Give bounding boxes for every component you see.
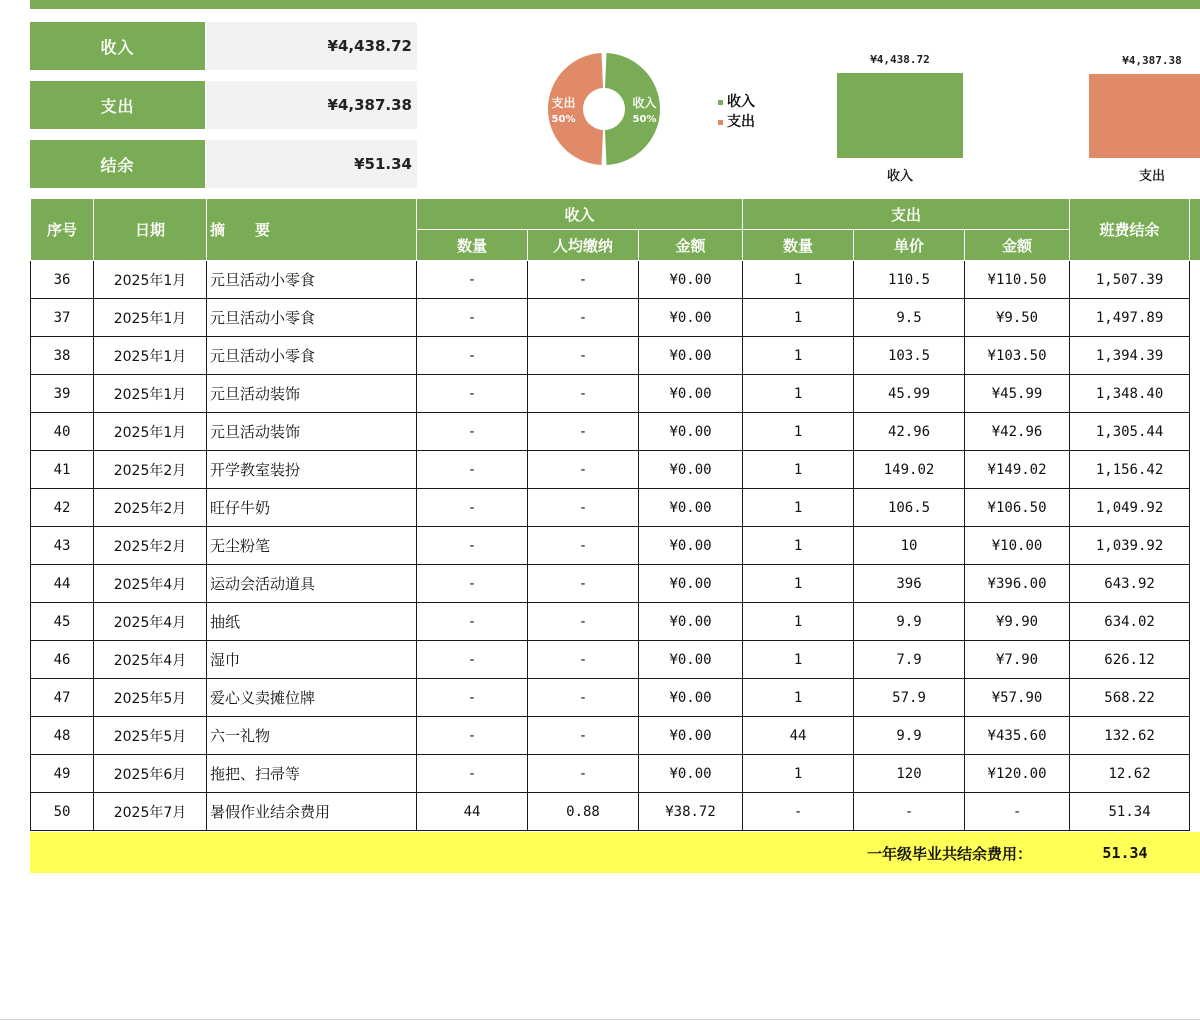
cell-income-amt[interactable]: ¥0.00: [639, 375, 743, 413]
bar-data-label-expense: ¥4,387.38: [1122, 53, 1182, 67]
cell-balance[interactable]: 1,348.40: [1070, 375, 1190, 413]
cell-edge: [1190, 451, 1200, 489]
cell-seq[interactable]: 37: [31, 299, 94, 337]
cell-desc[interactable]: 开学教室装扮: [207, 451, 417, 489]
donut-data-label-expense: 支出: [551, 96, 576, 110]
cell-expense-qty[interactable]: 1: [743, 603, 854, 641]
cell-seq[interactable]: 36: [31, 261, 94, 299]
cell-edge: [1190, 641, 1200, 679]
table-row: [31, 451, 1200, 489]
cell-expense-price[interactable]: 42.96: [854, 413, 965, 451]
cell-edge: [1190, 679, 1200, 717]
cell-desc[interactable]: 六一礼物: [207, 717, 417, 755]
cell-expense-price[interactable]: 103.5: [854, 337, 965, 375]
donut-data-label-income: 50%: [632, 114, 657, 125]
cell-income-qty[interactable]: -: [417, 603, 528, 641]
cell-income-per[interactable]: -: [528, 641, 639, 679]
header-expense-price: 单价: [854, 230, 965, 261]
table-row: [31, 337, 1200, 375]
cell-income-qty[interactable]: -: [417, 299, 528, 337]
cell-desc[interactable]: 运动会活动道具: [207, 565, 417, 603]
cell-expense-price[interactable]: -: [854, 793, 965, 831]
cell-desc[interactable]: 元旦活动装饰: [207, 375, 417, 413]
cell-expense-amt[interactable]: ¥110.50: [965, 261, 1070, 299]
cell-expense-price[interactable]: 396: [854, 565, 965, 603]
footer-total-value[interactable]: 51.34: [1102, 844, 1148, 862]
header-balance: 班费结余: [1070, 199, 1190, 261]
cell-date[interactable]: 2025年2月: [94, 527, 207, 565]
cell-edge: [1190, 603, 1200, 641]
table-row: [31, 375, 1200, 413]
header-seq: 序号: [31, 199, 94, 261]
legend-swatch-income: [718, 100, 723, 105]
cell-desc[interactable]: 元旦活动小零食: [207, 299, 417, 337]
cell-income-amt[interactable]: ¥0.00: [639, 527, 743, 565]
cell-desc[interactable]: 旺仔牛奶: [207, 489, 417, 527]
cell-edge: [1190, 755, 1200, 793]
cell-seq[interactable]: 41: [31, 451, 94, 489]
cell-expense-amt[interactable]: -: [965, 793, 1070, 831]
cell-expense-qty[interactable]: 1: [743, 641, 854, 679]
cell-date[interactable]: 2025年2月: [94, 489, 207, 527]
cell-seq[interactable]: 39: [31, 375, 94, 413]
table-row: [31, 565, 1200, 603]
bar-category-label-expense: 支出: [1138, 169, 1166, 184]
cell-seq[interactable]: 42: [31, 489, 94, 527]
cell-balance[interactable]: 643.92: [1070, 565, 1190, 603]
table-row: [31, 527, 1200, 565]
cell-seq[interactable]: 46: [31, 641, 94, 679]
cell-income-qty[interactable]: -: [417, 679, 528, 717]
cell-income-amt[interactable]: ¥0.00: [639, 337, 743, 375]
cell-date[interactable]: 2025年1月: [94, 299, 207, 337]
header-expense-amt: 金额: [965, 230, 1070, 261]
cell-expense-price[interactable]: 7.9: [854, 641, 965, 679]
cell-desc[interactable]: 拖把、扫帚等: [207, 755, 417, 793]
cell-desc[interactable]: 爱心义卖摊位牌: [207, 679, 417, 717]
summary-balance-label[interactable]: 结余: [30, 140, 205, 188]
header-date: 日期: [94, 199, 207, 261]
cell-income-qty[interactable]: -: [417, 375, 528, 413]
cell-income-qty[interactable]: -: [417, 717, 528, 755]
donut-data-label-expense: 50%: [551, 114, 576, 125]
cell-desc[interactable]: 湿巾: [207, 641, 417, 679]
cell-income-per[interactable]: -: [528, 755, 639, 793]
legend-item-income: [718, 92, 755, 112]
cell-income-qty[interactable]: -: [417, 565, 528, 603]
cell-balance[interactable]: 568.22: [1070, 679, 1190, 717]
cell-seq[interactable]: 49: [31, 755, 94, 793]
cell-desc[interactable]: 暑假作业结余费用: [207, 793, 417, 831]
cell-balance[interactable]: 1,305.44: [1070, 413, 1190, 451]
cell-date[interactable]: 2025年1月: [94, 375, 207, 413]
cell-edge: [1190, 375, 1200, 413]
cell-expense-qty[interactable]: 44: [743, 717, 854, 755]
cell-edge: [1190, 717, 1200, 755]
cell-income-per[interactable]: -: [528, 527, 639, 565]
cell-income-amt[interactable]: ¥38.72: [639, 793, 743, 831]
cell-income-per[interactable]: -: [528, 603, 639, 641]
cell-income-per[interactable]: -: [528, 261, 639, 299]
legend-label-expense: 支出: [727, 114, 755, 130]
cell-expense-qty[interactable]: 1: [743, 413, 854, 451]
cell-edge: [1190, 261, 1200, 299]
cell-income-per[interactable]: -: [528, 565, 639, 603]
cell-income-amt[interactable]: ¥0.00: [639, 565, 743, 603]
cell-expense-amt[interactable]: ¥103.50: [965, 337, 1070, 375]
donut-data-label-income: 收入: [632, 96, 657, 110]
cell-desc[interactable]: 无尘粉笔: [207, 527, 417, 565]
cell-income-qty[interactable]: -: [417, 489, 528, 527]
cell-balance[interactable]: 1,507.39: [1070, 261, 1190, 299]
legend-label-income: 收入: [727, 94, 755, 110]
cell-income-qty[interactable]: -: [417, 337, 528, 375]
cell-edge: [1190, 299, 1200, 337]
cell-expense-qty[interactable]: -: [743, 793, 854, 831]
bar-income[interactable]: [837, 73, 963, 158]
header-income-qty: 数量: [417, 230, 528, 261]
cell-date[interactable]: 2025年1月: [94, 413, 207, 451]
legend-item-expense: [718, 112, 755, 132]
cell-expense-amt[interactable]: ¥10.00: [965, 527, 1070, 565]
ledger-body: [31, 261, 1200, 831]
cell-expense-amt[interactable]: ¥106.50: [965, 489, 1070, 527]
cell-seq[interactable]: 50: [31, 793, 94, 831]
cell-expense-price[interactable]: 45.99: [854, 375, 965, 413]
cell-edge: [1190, 489, 1200, 527]
cell-expense-amt[interactable]: ¥57.90: [965, 679, 1070, 717]
cell-edge: [1190, 413, 1200, 451]
cell-balance[interactable]: 1,497.89: [1070, 299, 1190, 337]
cell-balance[interactable]: 1,039.92: [1070, 527, 1190, 565]
cell-income-amt[interactable]: ¥0.00: [639, 641, 743, 679]
cell-income-per[interactable]: -: [528, 337, 639, 375]
cell-edge: [1190, 793, 1200, 831]
cell-income-per[interactable]: 0.88: [528, 793, 639, 831]
cell-expense-price[interactable]: 57.9: [854, 679, 965, 717]
cell-expense-amt[interactable]: ¥435.60: [965, 717, 1070, 755]
cell-expense-price[interactable]: 120: [854, 755, 965, 793]
cell-income-amt[interactable]: ¥0.00: [639, 679, 743, 717]
table-row: [31, 603, 1200, 641]
summary-balance-value[interactable]: ¥51.34: [206, 140, 417, 188]
cell-income-per[interactable]: -: [528, 717, 639, 755]
cell-expense-amt[interactable]: ¥120.00: [965, 755, 1070, 793]
cell-seq[interactable]: 48: [31, 717, 94, 755]
cell-expense-qty[interactable]: 1: [743, 565, 854, 603]
summary-income-value[interactable]: ¥4,438.72: [206, 22, 417, 70]
cell-date[interactable]: 2025年7月: [94, 793, 207, 831]
cell-balance[interactable]: 1,394.39: [1070, 337, 1190, 375]
cell-income-per[interactable]: -: [528, 413, 639, 451]
cell-date[interactable]: 2025年1月: [94, 261, 207, 299]
table-row: [31, 261, 1200, 299]
top-header-band: [30, 0, 1200, 9]
cell-date[interactable]: 2025年5月: [94, 679, 207, 717]
income-expense-donut-chart[interactable]: [545, 52, 663, 166]
cell-income-amt[interactable]: ¥0.00: [639, 261, 743, 299]
summary-expense-label[interactable]: 支出: [30, 81, 205, 129]
cell-expense-amt[interactable]: ¥42.96: [965, 413, 1070, 451]
cell-expense-qty[interactable]: 1: [743, 299, 854, 337]
cell-date[interactable]: 2025年6月: [94, 755, 207, 793]
cell-income-qty[interactable]: -: [417, 413, 528, 451]
cell-expense-qty[interactable]: 1: [743, 451, 854, 489]
cell-expense-price[interactable]: 9.9: [854, 717, 965, 755]
header-income-amt: 金额: [639, 230, 743, 261]
summary-income-label[interactable]: 收入: [30, 22, 205, 70]
cell-income-per[interactable]: -: [528, 679, 639, 717]
cell-expense-amt[interactable]: ¥7.90: [965, 641, 1070, 679]
cell-edge: [1190, 337, 1200, 375]
cell-expense-price[interactable]: 110.5: [854, 261, 965, 299]
income-expense-bar-chart[interactable]: [830, 48, 1200, 188]
summary-expense-value[interactable]: ¥4,387.38: [206, 81, 417, 129]
cell-seq[interactable]: 45: [31, 603, 94, 641]
bar-expense[interactable]: [1089, 74, 1200, 158]
header-edge: [1190, 199, 1200, 261]
cell-edge: [1190, 565, 1200, 603]
cell-expense-qty[interactable]: 1: [743, 337, 854, 375]
cell-income-amt[interactable]: ¥0.00: [639, 603, 743, 641]
table-row: [31, 793, 1200, 831]
cell-expense-price[interactable]: 106.5: [854, 489, 965, 527]
sheet-bottom-border: [0, 1019, 1200, 1020]
table-row: [31, 679, 1200, 717]
cell-expense-amt[interactable]: ¥396.00: [965, 565, 1070, 603]
cell-income-qty[interactable]: -: [417, 527, 528, 565]
cell-income-amt[interactable]: ¥0.00: [639, 299, 743, 337]
cell-desc[interactable]: 元旦活动小零食: [207, 337, 417, 375]
cell-income-qty[interactable]: -: [417, 451, 528, 489]
header-income-group: 收入: [417, 199, 743, 230]
cell-income-per[interactable]: -: [528, 299, 639, 337]
header-income-per: 人均缴纳: [528, 230, 639, 261]
cell-expense-amt[interactable]: ¥9.50: [965, 299, 1070, 337]
summary-expense-row: [30, 81, 417, 129]
cell-income-amt[interactable]: ¥0.00: [639, 413, 743, 451]
bar-data-label-income: ¥4,438.72: [870, 53, 930, 66]
cell-seq[interactable]: 44: [31, 565, 94, 603]
table-row: [31, 755, 1200, 793]
legend-swatch-expense: [718, 120, 723, 125]
cell-expense-price[interactable]: 9.5: [854, 299, 965, 337]
table-row: [31, 299, 1200, 337]
cell-expense-price[interactable]: 149.02: [854, 451, 965, 489]
ledger-table: [30, 198, 1200, 831]
cell-balance[interactable]: 1,156.42: [1070, 451, 1190, 489]
cell-income-amt[interactable]: ¥0.00: [639, 717, 743, 755]
table-row: [31, 641, 1200, 679]
cell-date[interactable]: 2025年2月: [94, 451, 207, 489]
cell-income-qty[interactable]: 44: [417, 793, 528, 831]
cell-desc[interactable]: 抽纸: [207, 603, 417, 641]
cell-income-per[interactable]: -: [528, 375, 639, 413]
cell-balance[interactable]: 634.02: [1070, 603, 1190, 641]
cell-expense-amt[interactable]: ¥9.90: [965, 603, 1070, 641]
summary-balance-row: [30, 140, 417, 188]
cell-balance[interactable]: 626.12: [1070, 641, 1190, 679]
cell-desc[interactable]: 元旦活动小零食: [207, 261, 417, 299]
table-row: [31, 717, 1200, 755]
cell-income-qty[interactable]: -: [417, 755, 528, 793]
cell-expense-price[interactable]: 9.9: [854, 603, 965, 641]
cell-expense-qty[interactable]: 1: [743, 489, 854, 527]
table-row: [31, 413, 1200, 451]
cell-expense-qty[interactable]: 1: [743, 261, 854, 299]
cell-date[interactable]: 2025年5月: [94, 717, 207, 755]
cell-date[interactable]: 2025年4月: [94, 603, 207, 641]
cell-income-per[interactable]: -: [528, 489, 639, 527]
cell-date[interactable]: 2025年4月: [94, 641, 207, 679]
table-row: [31, 489, 1200, 527]
cell-date[interactable]: 2025年4月: [94, 565, 207, 603]
cell-seq[interactable]: 47: [31, 679, 94, 717]
cell-expense-amt[interactable]: ¥45.99: [965, 375, 1070, 413]
cell-balance[interactable]: 12.62: [1070, 755, 1190, 793]
cell-seq[interactable]: 38: [31, 337, 94, 375]
cell-seq[interactable]: 40: [31, 413, 94, 451]
cell-expense-qty[interactable]: 1: [743, 679, 854, 717]
footer-total-label: 一年级毕业共结余费用：: [867, 845, 1033, 863]
cell-date[interactable]: 2025年1月: [94, 337, 207, 375]
header-desc: 摘 要: [207, 199, 417, 261]
cell-income-qty[interactable]: -: [417, 641, 528, 679]
cell-seq[interactable]: 43: [31, 527, 94, 565]
cell-balance[interactable]: 132.62: [1070, 717, 1190, 755]
cell-expense-amt[interactable]: ¥149.02: [965, 451, 1070, 489]
summary-income-row: [30, 22, 417, 70]
cell-edge: [1190, 527, 1200, 565]
header-expense-group: 支出: [743, 199, 1070, 230]
cell-desc[interactable]: 元旦活动装饰: [207, 413, 417, 451]
cell-income-amt[interactable]: ¥0.00: [639, 489, 743, 527]
bar-category-label-income: 收入: [886, 169, 914, 184]
header-expense-qty: 数量: [743, 230, 854, 261]
cell-income-amt[interactable]: ¥0.00: [639, 451, 743, 489]
cell-expense-qty[interactable]: 1: [743, 375, 854, 413]
cell-income-per[interactable]: -: [528, 451, 639, 489]
donut-legend: [718, 92, 755, 132]
cell-balance[interactable]: 1,049.92: [1070, 489, 1190, 527]
cell-income-qty[interactable]: -: [417, 261, 528, 299]
cell-income-amt[interactable]: ¥0.00: [639, 755, 743, 793]
cell-expense-qty[interactable]: 1: [743, 755, 854, 793]
cell-expense-qty[interactable]: 1: [743, 527, 854, 565]
cell-expense-price[interactable]: 10: [854, 527, 965, 565]
cell-balance[interactable]: 51.34: [1070, 793, 1190, 831]
